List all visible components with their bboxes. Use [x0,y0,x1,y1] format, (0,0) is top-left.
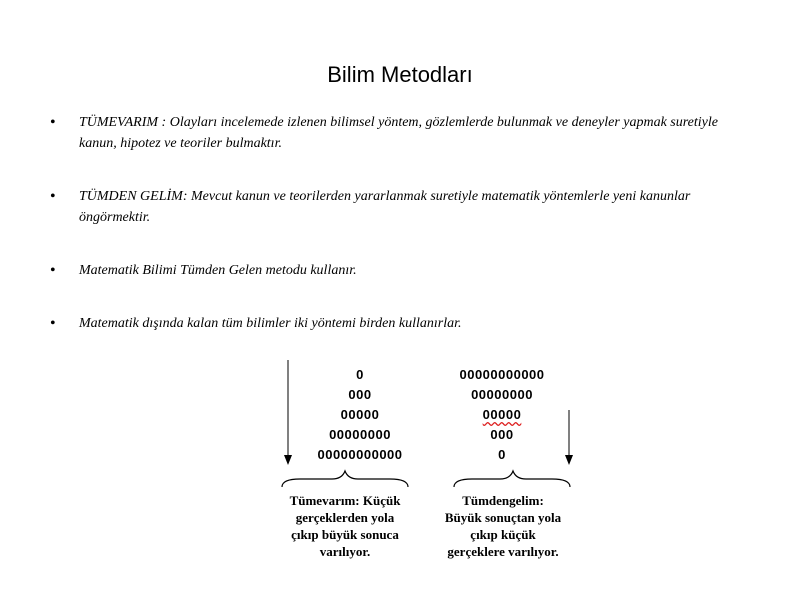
method-figure [270,355,590,570]
stack-row: 00000000000 [317,447,403,462]
left-brace-icon [282,471,408,487]
stack-row: 00000000 [329,427,391,442]
stack-row: 00000000000 [459,367,545,382]
bullet-marker: • [50,114,56,131]
bullet-tumevarim [50,112,750,154]
caption-line: Tümdengelim: [462,493,544,508]
bullet-tumdengelim [50,186,750,228]
bullet-text: TÜMDEN GELİM: Mevcut kanun ve teorilerden yararlanmak suretiyle matematik yöntemlerle yeni kanunlar öngörmektir. [79,189,691,225]
stack-row: 0 [498,447,506,462]
stack-row: 00000000 [471,387,533,402]
stack-row: 0 [356,367,364,382]
caption-line: çıkıp büyük sonuca [291,527,399,542]
bullet-marker: • [50,188,56,205]
bullet-list [50,112,750,334]
slide-title: Bilim Metodları [327,62,473,87]
caption-line: gerçeklerden yola [295,510,395,525]
caption-line: varılıyor. [319,544,371,559]
tumdengelim-caption [428,492,578,560]
stack-row: 000 [490,427,514,442]
bullet-matematik [50,260,750,281]
bullet-text: TÜMEVARIM : Olayları incelemede izlenen bilimsel yöntem, gözlemlerde bulunmak ve deneyler yapmak suretiyle kanun, hipotez ve teoriler bulmaktır. [79,115,718,151]
right-down-arrow-icon [565,410,573,465]
bullet-marker: • [50,262,56,279]
tumevarim-caption [270,492,420,560]
bullet-marker: • [50,315,56,332]
stack-row: 000 [348,387,372,402]
caption-line: çıkıp küçük [470,527,536,542]
left-stack [300,365,420,465]
bullet-text: Matematik dışında kalan tüm bilimler iki yöntemi birden kullanırlar. [79,316,462,331]
bullet-diger-bilimler [50,313,750,334]
right-stack [442,365,562,465]
caption-line: gerçeklere varılıyor. [447,544,559,559]
left-down-arrow-icon [284,360,292,465]
bullet-text: Matematik Bilimi Tümden Gelen metodu kullanır. [79,263,357,278]
caption-line: Büyük sonuçtan yola [444,510,562,525]
caption-line: Tümevarım: Küçük [289,493,401,508]
stack-row: 00000 [482,407,522,422]
right-brace-icon [454,471,570,487]
stack-row: 00000 [340,407,380,422]
